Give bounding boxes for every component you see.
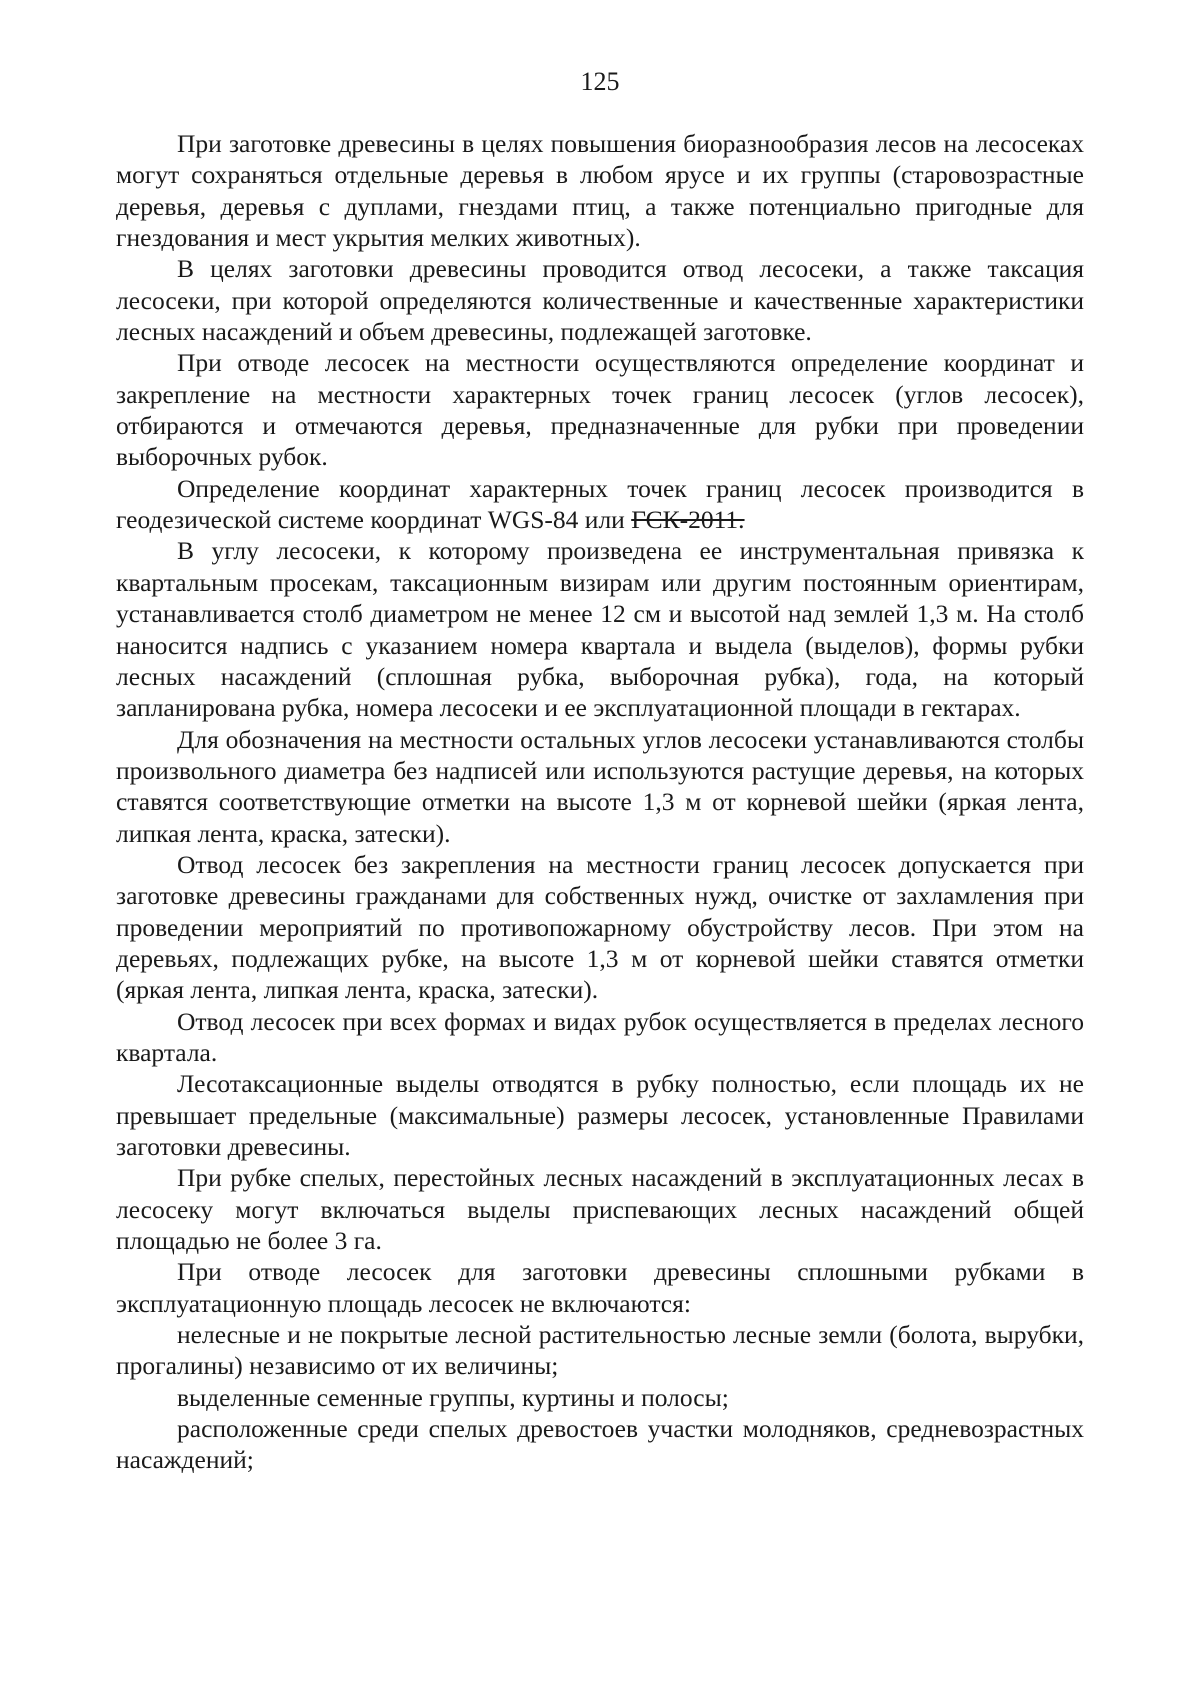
- paragraph-other-corners: Для обозначения на местности остальных углов лесосеки устанавливаются столбы произвольного диаметра без надписей или используются растущие деревья, на которых ставятся соответствующие отметки на высоте 1,3 м от корневой шейки (яркая лента, липкая лента, краска, затески).: [116, 724, 1084, 848]
- paragraph-without-boundary-marking: Отвод лесосек без закрепления на местности границ лесосек допускается при заготовке древесины гражданами для собственных нужд, очистке от захламления при проведении мероприятий по противопожарному обустройству лесов. При этом на деревьях, подлежащих рубке, на высоте 1,3 м от корневой шейки ставятся отметки (яркая лента, липкая лента, краска, затески).: [116, 849, 1084, 1005]
- paragraph-maturing-stands: При рубке спелых, перестойных лесных насаждений в эксплуатационных лесах в лесосеку могут включаться выделы приспевающих лесных насаждений общей площадью не более 3 га.: [116, 1163, 1084, 1256]
- paragraph-quarter-limits: Отвод лесосек при всех формах и видах рубок осуществляется в пределах лесного квартала.: [116, 1006, 1084, 1067]
- paragraph-biodiversity: При заготовке древесины в целях повышения биоразнообразия лесов на лесосеках могут сохраняться отдельные деревья в любом ярусе и их группы (старовозрастные деревья, деревья с дуплами, гнездами птиц, а также потенциально пригодные для гнездования и мест укрытия мелких животных).: [116, 129, 1084, 253]
- struck-text: ГСК-2011.: [631, 505, 745, 535]
- list-item-seed-groups: выделенные семенные группы, куртины и полосы;: [177, 1382, 729, 1412]
- page-number: 125: [580, 67, 620, 96]
- list-item-nonforest-lands: нелесные и не покрытые лесной растительностью лесные земли (болота, вырубки, прогалины) независимо от их величины;: [116, 1320, 1084, 1381]
- paragraph-clear-cut-exclusions: При отводе лесосек для заготовки древесины сплошными рубками в эксплуатационную площадь лесосек не включаются:: [116, 1257, 1084, 1318]
- paragraph-allotment-purpose: В целях заготовки древесины проводится отвод лесосеки, а также таксация лесосеки, при которой определяются количественные и качественные характеристики лесных насаждений и объем древесины, подлежащей заготовке.: [116, 254, 1084, 347]
- paragraph-allotment-procedure: При отводе лесосек на местности осуществляются определение координат и закрепление на местности характерных точек границ лесосек (углов лесосек), отбираются и отмечаются деревья, предназначенные для рубки при проведении выборочных рубок.: [116, 348, 1084, 472]
- list-item-young-stands: расположенные среди спелых древостоев участки молодняков, средневозрастных насаждений;: [116, 1414, 1084, 1475]
- coordinate-system-text: Определение координат характерных точек границ лесосек производится в геодезической системе координат WGS-84 или: [116, 473, 1084, 535]
- paragraph-coordinate-system: [116, 473, 1084, 536]
- paragraph-corner-post: В углу лесосеки, к которому произведена ее инструментальная привязка к квартальным просекам, таксационным визирам или другим постоянным ориентирам, устанавливается столб диаметром не менее 12 см и высотой над землей 1,3 м. На столб наносится надпись с указанием номера квартала и выдела (выделов), формы рубки лесных насаждений (сплошная рубка, выборочная рубка), года, на который запланирована рубка, номера лесосеки и ее эксплуатационной площади в гектарах.: [116, 536, 1084, 723]
- paragraph-taxation-units: Лесотаксационные выделы отводятся в рубку полностью, если площадь их не превышает предельные (максимальные) размеры лесосек, установленные Правилами заготовки древесины.: [116, 1069, 1084, 1161]
- body-text: [116, 128, 1084, 1476]
